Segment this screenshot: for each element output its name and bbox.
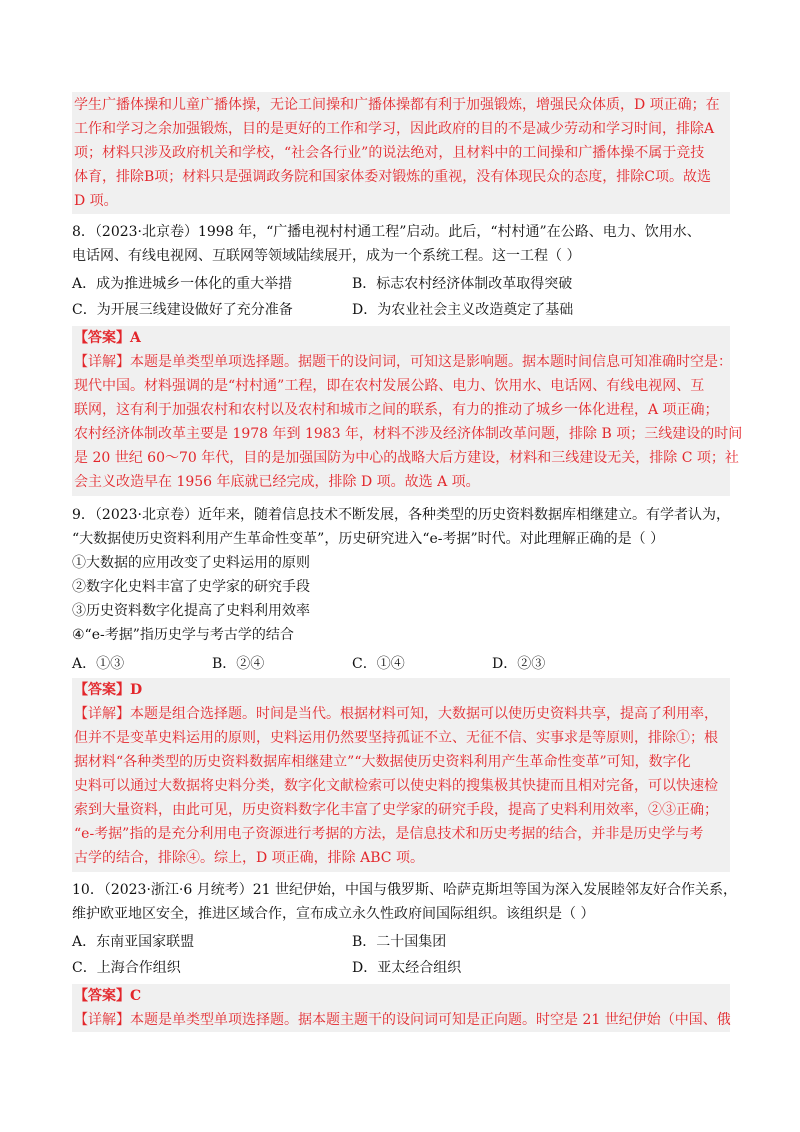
question-line: 10．（2023·浙江·6 月统考）21 世纪伊始，中国与俄罗斯、哈萨克斯坦等国为深入发展睦邻友好合作关系， xyxy=(72,882,737,898)
question-8-answer-block xyxy=(72,326,743,496)
statement-4: ④“e-考据”指历史学与考古学的结合 xyxy=(72,627,294,643)
option-d: D．亚太经合组织 xyxy=(352,960,462,976)
statement-2: ②数字化史料丰富了史学家的研究手段 xyxy=(72,579,310,595)
detail-line: 学生广播体操和儿童广播体操，无论工间操和广播体操都有利于加强锻炼，增强民众体质，D 项正确；在 xyxy=(74,97,720,113)
option-a: A．东南亚国家联盟 xyxy=(72,934,195,950)
question-line: 电话网、有线电视网、互联网等领域陆续展开，成为一个系统工程。这一工程（ ） xyxy=(72,248,581,264)
answer-label: 【答案】D xyxy=(74,682,143,698)
question-8-options-row2 xyxy=(72,298,732,322)
detail-line: 会主义改造早在 1956 年底就已经完成，排除 D 项。故选 A 项。 xyxy=(74,474,480,490)
option-a: A．①③ xyxy=(72,656,125,672)
option-c: C．上海合作组织 xyxy=(72,960,181,976)
detail-line: 现代中国。材料强调的是“村村通”工程，即在农村发展公路、电力、饮用水、电话网、有线电视网、互 xyxy=(74,378,705,394)
detail-line: 联网，这有利于加强农村和农村以及农村和城市之间的联系，有力的推动了城乡一体化进程，A 项正确； xyxy=(74,402,719,418)
detail-line: 是 20 世纪 60～70 年代，目的是加强国防为中心的战略大后方建设，材料和三线建设无关，排除 C 项；社 xyxy=(74,450,739,466)
question-8-stem xyxy=(72,220,732,268)
option-d: D．②③ xyxy=(492,656,546,672)
option-c: C．为开展三线建设做好了充分准备 xyxy=(72,302,293,318)
statement-1: ①大数据的应用改变了史料运用的原则 xyxy=(72,555,310,571)
question-9-answer-block xyxy=(72,678,730,872)
question-10-options-row2 xyxy=(72,956,732,980)
question-10-options-row1 xyxy=(72,930,732,954)
question-9-options-row xyxy=(72,652,732,676)
question-line: 维护欧亚地区安全，推进区域合作，宣布成立永久性政府间国际组织。该组织是（ ） xyxy=(72,906,595,922)
question-9-stem xyxy=(72,503,732,647)
question-line: 9．（2023·北京卷）近年来，随着信息技术不断发展，各种类型的历史资料数据库相继建立。有学者认为， xyxy=(72,507,730,523)
option-d: D．为农业社会主义改造奠定了基础 xyxy=(352,302,574,318)
option-c: C．①④ xyxy=(352,656,405,672)
detail-line: 【详解】本题是单类型单项选择题。据题干的设问词，可知这是影响题。据本题时间信息可知准确时空是： xyxy=(74,354,732,370)
question-line: “大数据使历史资料利用产生革命性变革”，历史研究进入“e-考据”时代。对此理解正确的是（ ） xyxy=(72,531,665,547)
detail-line: 【详解】本题是单类型单项选择题。据本题主题干的设问词可知是正向题。时空是 21 世纪伊始（中国、俄 xyxy=(74,1012,731,1028)
option-b: B．二十国集团 xyxy=(352,934,447,950)
answer-label: 【答案】A xyxy=(74,330,141,346)
answer-label: 【答案】C xyxy=(74,988,142,1004)
option-b: B．②④ xyxy=(212,656,265,672)
detail-line: 索到大量资料，由此可见，历史资料数字化丰富了史学家的研究手段，提高了史料利用效率，②③正确； xyxy=(74,802,718,818)
detail-line: 但并不是变革史料运用的原则，史料运用仍然要坚持孤证不立、无征不信、实事求是等原则，排除①；根 xyxy=(74,730,718,746)
detail-line: 【详解】本题是组合选择题。时间是当代。根据材料可知，大数据可以使历史资料共享，提高了利用率， xyxy=(74,706,718,722)
detail-line: 古学的结合，排除④。综上，D 项正确，排除 ABC 项。 xyxy=(74,850,424,866)
option-b: B．标志农村经济体制改革取得突破 xyxy=(352,276,573,292)
detail-line: 项；材料只涉及政府机关和学校，“社会各行业”的说法绝对，且材料中的工间操和广播体操不属于竞技 xyxy=(74,145,705,161)
option-a: A．成为推进城乡一体化的重大举措 xyxy=(72,276,293,292)
detail-line: “e-考据”指的是充分利用电子资源进行考据的方法，是信息技术和历史考据的结合，并非是历史学与考 xyxy=(74,826,704,842)
question-10-answer-block xyxy=(72,984,730,1032)
question-8-options-row1 xyxy=(72,272,732,296)
detail-line: D 项。 xyxy=(74,193,118,209)
detail-line: 农村经济体制改革主要是 1978 年到 1983 年，材料不涉及经济体制改革问题，排除 B 项；三线建设的时间 xyxy=(74,426,743,442)
statement-3: ③历史资料数字化提高了史料利用效率 xyxy=(72,603,310,619)
question-10-stem xyxy=(72,878,737,926)
detail-line: 据材料“各种类型的历史资料数据库相继建立”“大数据使历史资料利用产生革命性变革”可知，数字化 xyxy=(74,754,691,770)
question-line: 8．（2023·北京卷）1998 年，“广播电视村村通工程”启动。此后，“村村通”在公路、电力、饮用水、 xyxy=(72,224,701,240)
detail-line: 体育，排除B项；材料只是强调政务院和国家体委对锻炼的重视，没有体现民众的态度，排除C项。故选 xyxy=(74,169,711,185)
prev-detail-block xyxy=(72,92,730,214)
detail-line: 工作和学习之余加强锻炼，目的是更好的工作和学习，因此政府的目的不是减少劳动和学习时间，排除A xyxy=(74,121,715,137)
detail-line: 史料可以通过大数据将史料分类，数字化文献检索可以使史料的搜集极其快捷而且相对完备，可以快速检 xyxy=(74,778,718,794)
